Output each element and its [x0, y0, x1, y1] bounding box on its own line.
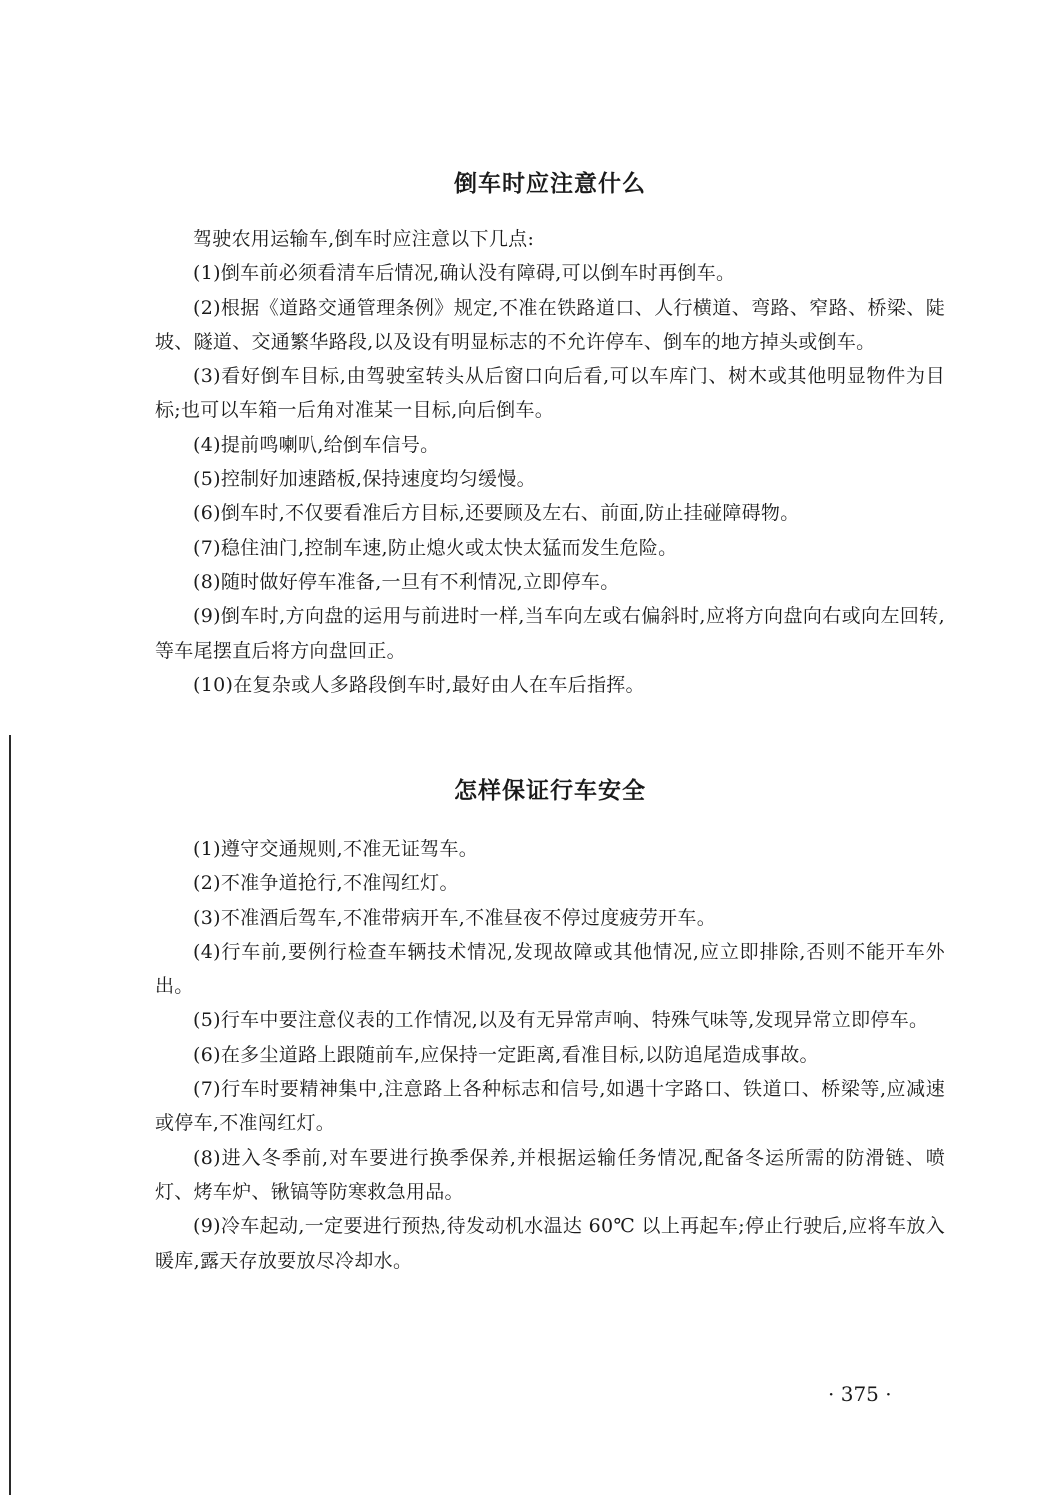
section-body-reversing [155, 222, 945, 702]
paragraph: (7)稳住油门,控制车速,防止熄火或太快太猛而发生危险。 [193, 536, 678, 559]
paragraph: (9)倒车时,方向盘的运用与前进时一样,当车向左或右偏斜时,应将方向盘向右或向左回转,等车尾摆直后将方向盘回正。 [155, 605, 945, 662]
paragraph: (2)不准争道抢行,不准闯红灯。 [193, 872, 459, 895]
paragraph: (10)在复杂或人多路段倒车时,最好由人在车后指挥。 [193, 673, 645, 696]
paragraph: (2)根据《道路交通管理条例》规定,不准在铁路道口、人行横道、弯路、窄路、桥梁、陡坡、隧道、交通繁华路段,以及设有明显标志的不允许停车、倒车的地方掉头或倒车。 [155, 296, 945, 353]
paragraph: (1)倒车前必须看清车后情况,确认没有障碍,可以倒车时再倒车。 [193, 262, 736, 285]
paragraph: (5)行车中要注意仪表的工作情况,以及有无异常声响、特殊气味等,发现异常立即停车。 [193, 1009, 929, 1032]
section-title-driving-safety: 怎样保证行车安全 [454, 778, 646, 804]
paragraph: (7)行车时要精神集中,注意路上各种标志和信号,如遇十字路口、铁道口、桥梁等,应减速或停车,不准闯红灯。 [155, 1078, 945, 1135]
paragraph: (6)倒车时,不仅要看准后方目标,还要顾及左右、前面,防止挂碰障碍物。 [193, 502, 800, 525]
paragraph: (3)不准酒后驾车,不准带病开车,不准昼夜不停过度疲劳开车。 [193, 906, 716, 929]
section-title-reversing: 倒车时应注意什么 [454, 171, 646, 197]
paragraph: (8)随时做好停车准备,一旦有不利情况,立即停车。 [193, 570, 620, 593]
paragraph: (9)冷车起动,一定要进行预热,待发动机水温达 60℃ 以上再起车;停止行驶后,应将车放入暖库,露天存放要放尽冷却水。 [155, 1215, 945, 1272]
paragraph: (6)在多尘道路上跟随前车,应保持一定距离,看准目标,以防追尾造成事故。 [193, 1043, 819, 1066]
section-body-driving-safety [155, 832, 945, 1278]
paragraph: (4)行车前,要例行检查车辆技术情况,发现故障或其他情况,应立即排除,否则不能开车外出。 [155, 940, 945, 998]
paragraph: (5)控制好加速踏板,保持速度均匀缓慢。 [193, 468, 536, 491]
page-number: · 375 · [828, 1382, 892, 1406]
paragraph: (8)进入冬季前,对车要进行换季保养,并根据运输任务情况,配备冬运所需的防滑链、喷灯、烤车炉、锹镐等防寒救急用品。 [155, 1146, 945, 1203]
paragraph: 驾驶农用运输车,倒车时应注意以下几点: [193, 228, 535, 250]
scan-edge-line [9, 735, 11, 1495]
paragraph: (1)遵守交通规则,不准无证驾车。 [193, 838, 479, 860]
paragraph: (4)提前鸣喇叭,给倒车信号。 [193, 433, 440, 456]
paragraph: (3)看好倒车目标,由驾驶室转头从后窗口向后看,可以车库门、树木或其他明显物件为目标;也可以车箱一后角对准某一目标,向后倒车。 [155, 365, 945, 422]
